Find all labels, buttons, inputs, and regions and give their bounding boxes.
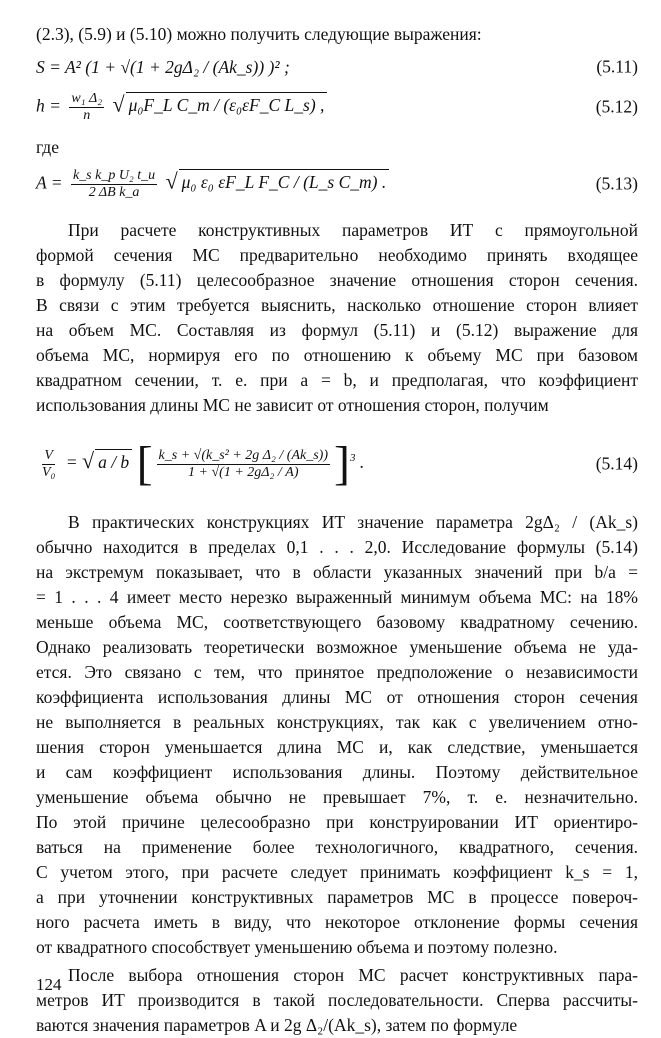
text-line: В связи с этим требуется выяснить, насколько отношение сторон влияет [36,295,638,315]
text-line: уменьшение объема обычно не превышает 7%, т. е. незначительно. [36,787,638,807]
equation-5-14 [36,432,638,496]
sqrt-sign: √ [165,168,178,194]
equation-5-14-lhs-top: V [44,447,53,463]
text-line: В практических конструкциях ИТ значение параметра 2gΔ₂ / (Ak_s) [68,512,638,532]
text-line: квадратном сечении, т. е. при a = b, и предполагая, что коэффициент [36,370,638,390]
intro-line: (2.3), (5.9) и (5.10) можно получить следующие выражения: [36,24,482,44]
text-line: в формулу (5.11) целесообразное значение отношения сторон сечения. [36,270,638,290]
text-line: обычно находится в пределах 0,1 . . . 2,0. Исследование формулы (5.14) [36,537,638,557]
text-line: от квадратного способствует уменьшению объема и поэтому полезно. [36,937,558,957]
equation-5-13-lhs: A = [36,172,63,193]
equation-5-14-eq: = [65,452,78,473]
equation-5-13 [36,164,638,204]
page-body [36,22,638,1038]
text-line: Однако реализовать теоретически возможное уменьшение объема не уда- [36,637,638,657]
equation-5-13-number: (5.13) [595,173,638,194]
equation-5-13-frac-top: k_s k_p U₂ t_и [72,167,156,183]
text-line: объема МС, нормируя его по отношению к объему МС при базовом [36,345,638,365]
text-line: ется. Это связано с тем, что принятое предположение о независимости [36,662,638,682]
equation-5-12-lhs: h = [36,95,61,116]
sqrt-sign: √ [81,448,95,474]
equation-5-14-ratio: a / b [95,449,132,475]
equation-5-12-number: (5.12) [595,96,638,117]
text-line: не выполняется в реальных конструкциях, так как с увеличением отно- [36,712,638,732]
left-bracket: [ [136,437,153,490]
text-line: на экстремум показывает, что в области указанных значений при b/a = [36,562,638,582]
text-line: коэффициента использования длины МС от отношения сторон сечения [36,687,638,707]
equation-5-11-body: S = A² (1 + √(1 + 2gΔ₂ / (Ak_s)) )² ; [36,56,290,77]
page-number: 124 [36,975,62,994]
equation-5-14-tail: . [359,452,365,473]
paragraph-1 [36,218,638,418]
text-line: После выбора отношения сторон МС расчет конструктивных пара- [68,965,638,985]
equation-5-12-frac-top: w₁ Δ₂ [71,90,103,106]
text-line: и сам коэффициент использования длины. Поэтому действительное [36,762,638,782]
equation-5-14-lhs-bot: V₀ [42,464,56,480]
equation-5-11 [36,47,638,87]
right-bracket: ] [333,437,350,490]
text-line: меньше объема МС, соответствующего базовому квадратному сечению. [36,612,638,632]
equation-5-12-frac-bot: n [83,107,91,123]
equation-5-14-power: 3 [349,452,356,465]
text-line: метров ИТ производится в такой последовательности. Сперва рассчиты- [36,990,638,1010]
text-line: По этой причине целесообразно при конструировании ИТ ориентиро- [36,812,638,832]
equation-5-11-number: (5.11) [596,56,638,77]
equation-5-12-radicand: μ₀F_L C_т / (ε₀εF_C L_s) , [126,92,328,118]
equation-5-13-frac-bot: 2 ΔB k_a [88,184,140,200]
text-line: С учетом этого, при расчете следует принимать коэффициент k_s = 1, [36,862,638,882]
text-line: ного расчета иметь в виду, что некоторое отклонение формы сечения [36,912,638,932]
text-line: При расчете конструктивных параметров ИТ с прямоугольной [68,220,638,240]
where-word: где [36,137,59,157]
text-line: использования длины МС не зависит от отношения сторон, получим [36,395,549,415]
equation-5-14-number: (5.14) [595,453,638,474]
text-line: = 1 . . . 4 имеет место нерезко выраженный минимум объема МС: на 18% [36,587,638,607]
paragraph-3 [36,963,638,1038]
equation-5-13-radicand: μ₀ ε₀ εF_L F_C / (L_s C_т) . [179,169,390,195]
text-line: ваются значения параметров A и 2g Δ₂/(Ak_s), затем по формуле [36,1015,518,1035]
text-line: формой сечения МС предварительно необходимо принять входящее [36,245,638,265]
text-line: на объем МС. Составляя из формул (5.11) и (5.12) выражение для [36,320,638,340]
sqrt-sign: √ [112,91,125,117]
equation-5-14-inner-top: k_s + √(k_s² + 2g Δ₂ / (Ak_s)) [158,447,328,463]
paragraph-2 [36,510,638,960]
text-line: ваться на применение более технологичного, квадратного, сечения. [36,837,638,857]
equation-5-12 [36,87,638,127]
equation-5-14-inner-bot: 1 + √(1 + 2gΔ₂ / A) [188,464,299,480]
text-line: а при уточнении конструктивных параметров МС в процессе повероч- [36,887,638,907]
text-line: шения сторон уменьшается длина МС и, как следствие, уменьшается [36,737,638,757]
